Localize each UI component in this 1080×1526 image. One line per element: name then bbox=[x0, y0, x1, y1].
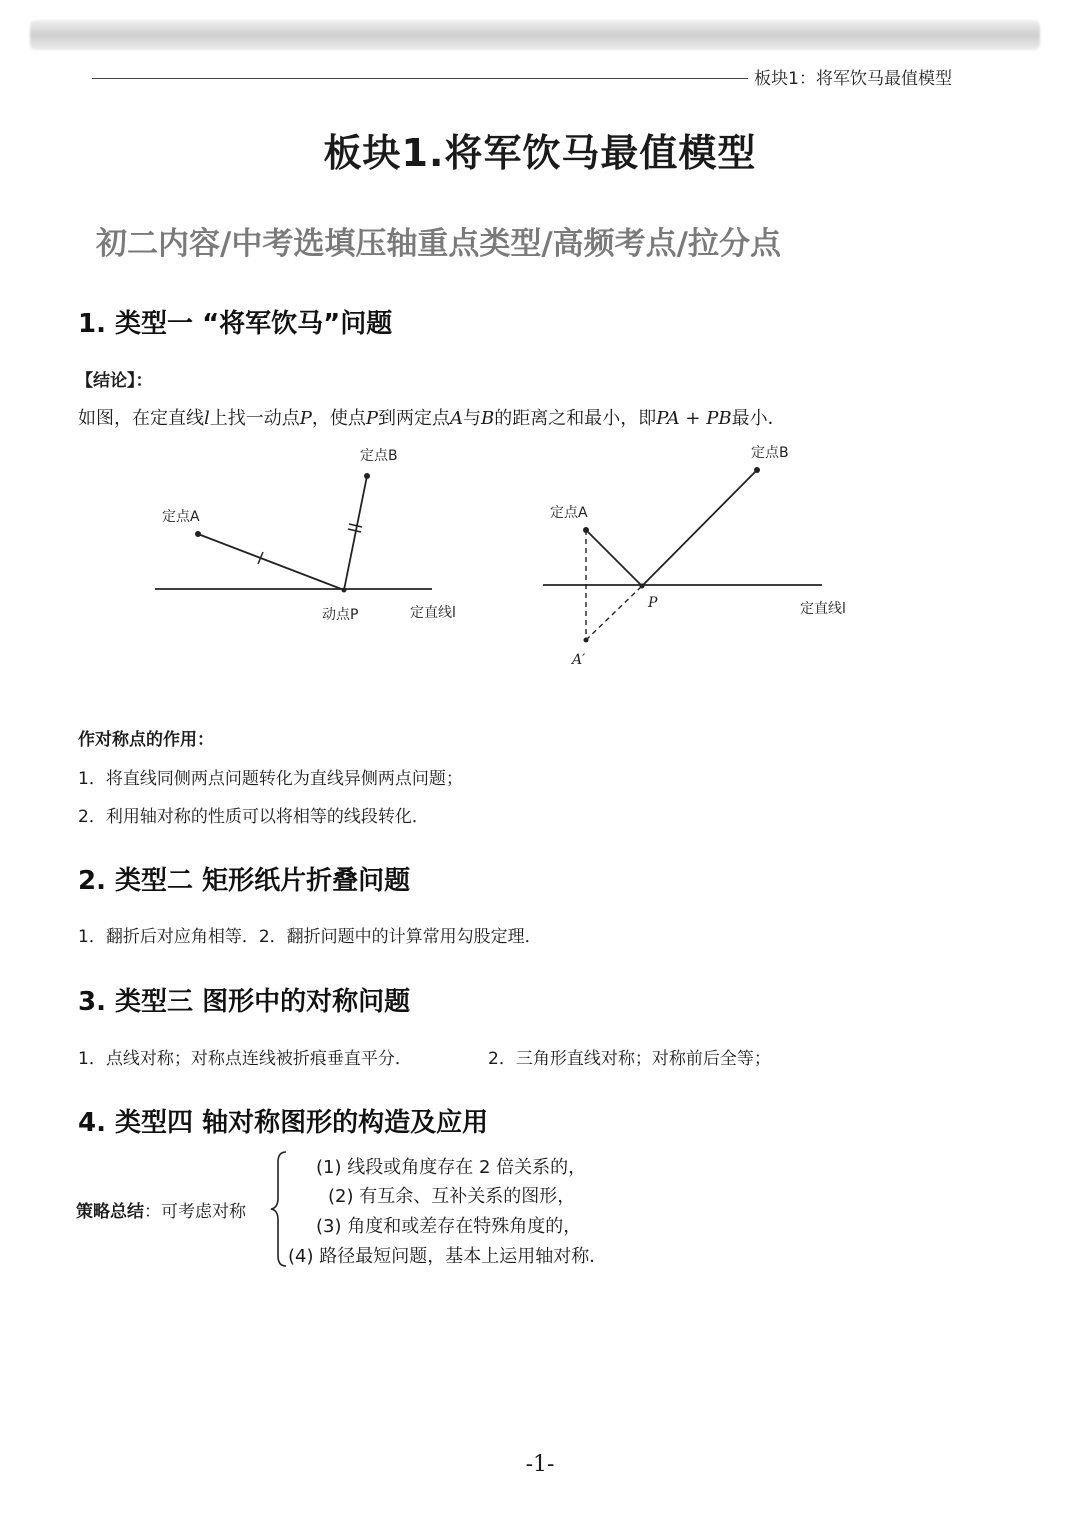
statement-text-6: 的距离之和最小，即 bbox=[494, 408, 657, 429]
section2-heading: 2. 类型二 矩形纸片折叠问题 bbox=[78, 866, 411, 896]
right-point-A bbox=[583, 527, 589, 533]
page-subtitle: 初二内容/中考选填压轴重点类型/高频考点/拉分点 bbox=[96, 226, 781, 262]
section1-heading: 1. 类型一 “将军饮马”问题 bbox=[78, 309, 393, 339]
strategy-item-3: (3) 角度和或差存在特殊角度的， bbox=[316, 1216, 582, 1237]
right-label-Aprime: A′ bbox=[572, 652, 586, 668]
header-rule bbox=[92, 78, 748, 79]
right-point-Aprime bbox=[584, 638, 589, 643]
right-label-A: 定点A bbox=[550, 505, 588, 521]
section4-heading: 4. 类型四 轴对称图形的构造及应用 bbox=[78, 1108, 489, 1138]
strategy-item-1: (1) 线段或角度存在 2 倍关系的， bbox=[316, 1157, 587, 1178]
left-label-P: 动点P bbox=[322, 607, 359, 623]
right-segment-PB bbox=[642, 470, 757, 586]
statement-text-1: 如图，在定直线 bbox=[78, 408, 204, 429]
left-tick-PB-2 bbox=[348, 529, 361, 532]
figure-right bbox=[543, 444, 846, 668]
statement-math-P2: P bbox=[365, 408, 379, 429]
right-point-P bbox=[640, 584, 645, 589]
running-header-title: 板块1：将军饮马最值模型 bbox=[754, 68, 952, 89]
running-header bbox=[92, 62, 952, 90]
left-label-A: 定点A bbox=[162, 509, 200, 525]
statement-math-P: P bbox=[299, 408, 312, 429]
right-point-B bbox=[754, 467, 760, 473]
page-number: -1- bbox=[525, 1452, 555, 1477]
page-title: 板块1.将军饮马最值模型 bbox=[323, 131, 757, 175]
strategy-tail: ：可考虑对称 bbox=[144, 1202, 246, 1222]
section3-item-1: 1．点线对称；对称点连线被折痕垂直平分． bbox=[78, 1049, 412, 1069]
left-point-A bbox=[195, 531, 201, 537]
left-point-B bbox=[364, 473, 370, 479]
scan-artifact-band bbox=[30, 20, 1040, 50]
role-item-1: 1．将直线同侧两点问题转化为直线异侧两点问题； bbox=[78, 769, 463, 789]
section2-text: 1．翻折后对应角相等．2．翻折问题中的计算常用勾股定理． bbox=[78, 927, 542, 947]
right-segment-AP bbox=[586, 530, 642, 586]
conclusion-statement bbox=[78, 404, 786, 430]
statement-math-l: l bbox=[204, 408, 210, 429]
statement-text-3: ，使点 bbox=[311, 408, 366, 429]
left-label-B: 定点B bbox=[360, 448, 398, 464]
geometry-figures bbox=[0, 430, 1080, 680]
statement-math-A: A bbox=[450, 408, 464, 429]
section3-heading: 3. 类型三 图形中的对称问题 bbox=[78, 987, 411, 1017]
role-heading: 作对称点的作用： bbox=[78, 730, 214, 750]
right-label-P: P bbox=[648, 595, 658, 611]
left-label-l: 定直线l bbox=[410, 605, 456, 621]
right-dashed-AprimeP bbox=[586, 586, 642, 640]
left-segment-AP bbox=[198, 534, 344, 590]
strategy-item-2: (2) 有互余、互补关系的图形， bbox=[328, 1186, 576, 1207]
figure-left bbox=[155, 447, 456, 623]
strategy-item-4: (4) 路径最短问题，基本上运用轴对称． bbox=[288, 1246, 608, 1267]
strategy-summary bbox=[76, 1197, 246, 1222]
conclusion-label: 【结论】： bbox=[76, 371, 153, 391]
curly-brace bbox=[268, 1150, 288, 1268]
statement-text-4: 到两定点 bbox=[378, 408, 451, 429]
role-item-2: 2．利用轴对称的性质可以将相等的线段转化． bbox=[78, 807, 429, 827]
right-label-B: 定点B bbox=[751, 445, 789, 461]
statement-math-sum: PA + PB bbox=[656, 408, 732, 429]
statement-math-B: B bbox=[481, 408, 495, 429]
left-segment-PB bbox=[344, 476, 367, 590]
statement-text-5: 与 bbox=[463, 408, 482, 429]
strategy-label: 策略总结 bbox=[76, 1202, 144, 1222]
section3-item-2: 2．三角形直线对称；对称前后全等； bbox=[488, 1049, 771, 1069]
statement-text-7: 最小． bbox=[731, 408, 786, 429]
left-tick-PB-1 bbox=[349, 524, 362, 527]
left-point-P bbox=[342, 588, 347, 593]
statement-text-2: 上找一动点 bbox=[209, 408, 300, 429]
right-label-l: 定直线l bbox=[800, 601, 846, 617]
